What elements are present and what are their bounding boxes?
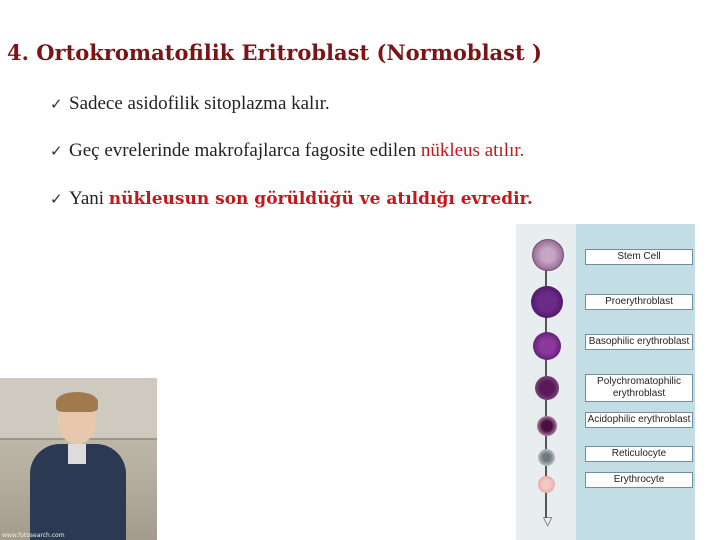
stage-label-erythrocyte: Erythrocyte xyxy=(585,472,693,488)
stage-label-acidophilic: Acidophilic erythroblast xyxy=(585,412,693,428)
bullet-item-1 xyxy=(50,93,330,115)
reticulocyte-icon xyxy=(538,449,555,466)
acidophilic-erythroblast-icon xyxy=(537,416,557,436)
hair xyxy=(56,392,98,412)
stage-label-proerythroblast: Proerythroblast xyxy=(585,294,693,310)
slide-title: 4. Ortokromatofilik Eritroblast (Normoblast ) xyxy=(7,40,542,65)
bullet-text: Geç evrelerinde makrofajlarca fagosite edilen xyxy=(69,140,421,161)
erythrocyte-icon xyxy=(538,476,555,493)
boy-photo xyxy=(0,378,157,540)
stage-label-basophilic: Basophilic erythroblast xyxy=(585,334,693,350)
erythropoiesis-diagram xyxy=(516,224,695,540)
bullet-highlight: nükleusun son görüldüğü ve atıldığı evredir. xyxy=(108,189,533,209)
bullet-item-3 xyxy=(50,188,533,210)
bullet-item-2 xyxy=(50,140,524,162)
basophilic-erythroblast-icon xyxy=(533,332,561,360)
stem-cell-icon xyxy=(532,239,564,271)
down-arrow-icon: ▽ xyxy=(543,514,553,528)
stage-label-polychromatophilic: Polychromatophilic erythroblast xyxy=(585,374,693,402)
bullet-highlight: nükleus atılır. xyxy=(420,140,525,161)
checkmark-icon: ✓ xyxy=(50,95,63,113)
bullet-text: Yani xyxy=(69,188,109,209)
polychromatophilic-erythroblast-icon xyxy=(535,376,559,400)
shirt-collar xyxy=(68,444,86,464)
stage-label-stem-cell: Stem Cell xyxy=(585,249,693,265)
proerythroblast-icon xyxy=(531,286,563,318)
stage-label-reticulocyte: Reticulocyte xyxy=(585,446,693,462)
checkmark-icon: ✓ xyxy=(50,142,63,160)
bullet-text: Sadece asidofilik sitoplazma kalır. xyxy=(69,93,330,114)
checkmark-icon: ✓ xyxy=(50,190,63,208)
watermark: www.fotosearch.com xyxy=(2,532,65,539)
